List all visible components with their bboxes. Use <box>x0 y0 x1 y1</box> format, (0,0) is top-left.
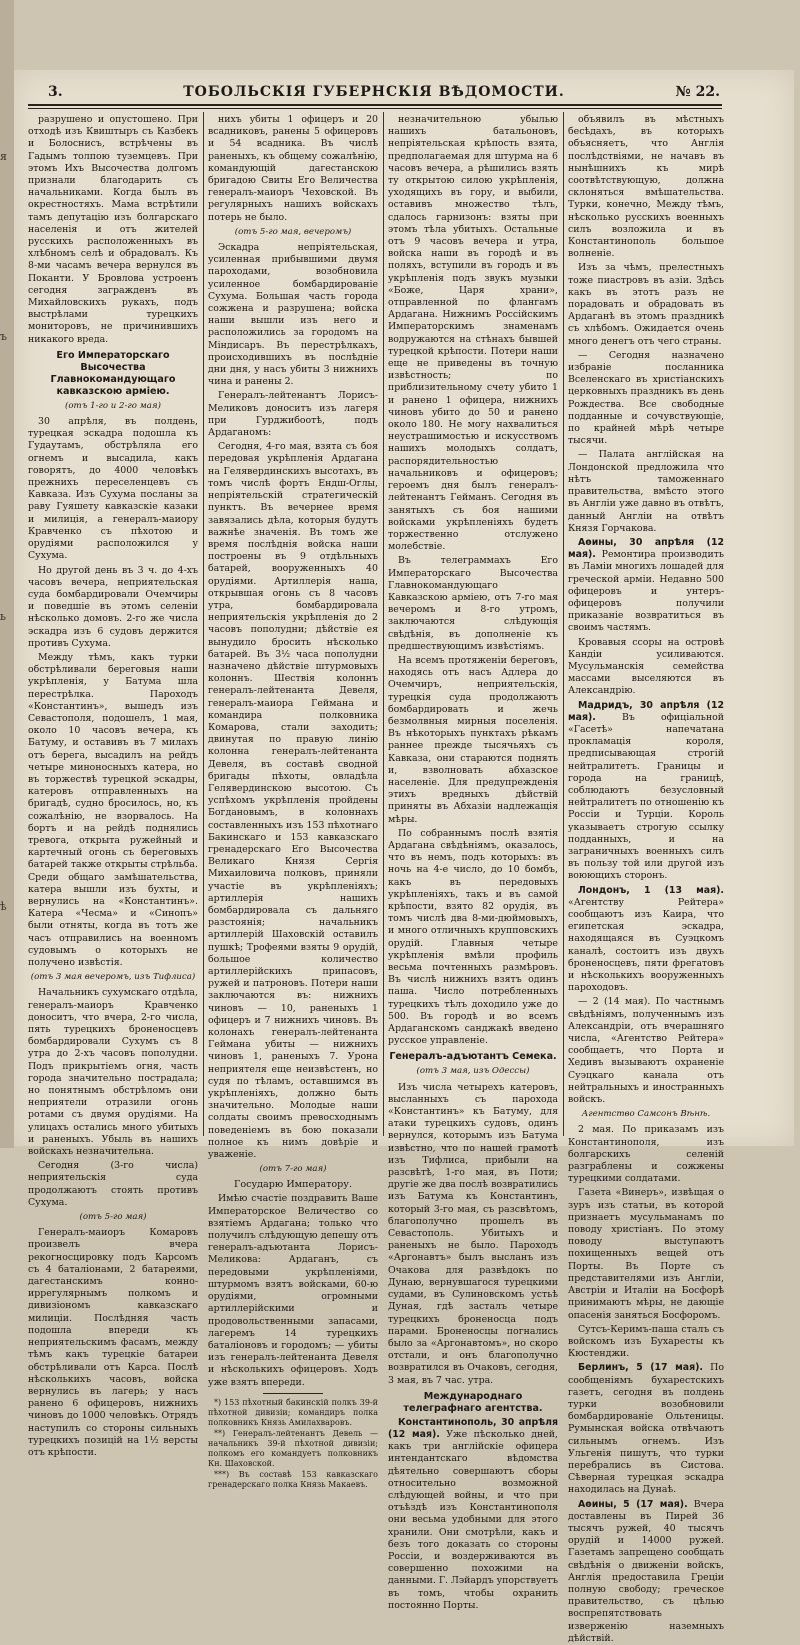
section-heading: Международнаго телеграфнаго агентства. <box>403 1390 543 1414</box>
paragraph: Кровавыя ссоры на островѣ Кандіи усиливаются. Мусульманскія семейства массами выселяются въ Александрію. <box>568 636 724 697</box>
header-rule-thin <box>28 108 722 109</box>
dateline: (отъ 1-го и 2-го мая) <box>65 400 161 411</box>
margin-stub: ь <box>0 610 6 623</box>
dateline: (отъ 3 мая вечеромъ, изъ Тифлиса) <box>30 972 196 983</box>
paragraph: Газета «Винеръ», извѣщая о зуръ изъ статьи, въ которой признаетъ мусульманамъ по поводу христіанъ. По этому поводу выступаютъ похищенныхъ вещей отъ Порты. Въ Порте съ представителями изъ Англіи, Австріи и Италіи на Босфорѣ принимаютъ мѣры, не дающіе опасенія заняться Босфоромъ. <box>568 1187 724 1321</box>
news-text: Уже пѣсколько дней, какъ три англійскіе офицера интендантскаго вѣдомства дѣятельно совершаютъ сборы относительно возможной слѣдующей войны, и что при отъѣздѣ изъ Константинополя они весьма удобными для этого хранили. Они смотрѣли, какъ и безъ того доказать со стороны Россіи, и воздерживаются въ совершенно похожими на данными. Г. Лэйардъ упорствуетъ въ томъ, чтобы охранить постоянно Порты. <box>388 1428 558 1611</box>
news-dateline: Берлинъ, 5 (17 мая). <box>578 1362 703 1374</box>
news-item <box>568 885 724 995</box>
column-divider <box>563 112 564 1136</box>
column-divider <box>383 112 384 1136</box>
paragraph: Но другой день въ 3 ч. до 4-хъ часовъ вечера, неприятельская суда бомбардировали Очемчиры и поведшіе въ этомъ селеніи нѣсколько домовъ. 2-го же числа эскадра изъ 6 судовъ держится противъ Сухума. <box>28 564 198 649</box>
news-item <box>388 1417 558 1612</box>
agency-credit: Агентство Самсонъ Вѣнѣ. <box>581 1109 711 1120</box>
footnote-separator <box>263 1393 323 1394</box>
news-dateline: Мадридъ, 30 апрѣля (12 мая). <box>568 699 724 723</box>
dateline: (отъ 3 мая, изъ Одессы) <box>416 1066 530 1077</box>
paragraph: Изъ числа четырехъ катеровъ, высланныхъ съ парохода «Константинъ» къ Батуму, для атаки турецкихъ судовъ, одинъ вернулся, которымъ изъ Батума извѣстно, что по нашей грамотѣ изъ Тифлиса, прибыли на разсвѣтѣ, 1-го мая, въ Поти; другіе же два послѣ возвратились изъ Батума къ Константинъ, который 3-го мая, съ разсвѣтомъ, благополучно прошелъ въ Севастополь. Убитыхъ и раненыхъ не было. Пароходъ «Аргонавтъ» былъ высланъ изъ Очакова для развѣдокъ по Дунаю, вернувшагося турецкими судами, въ Сулиновскомъ устьѣ Дуная, гдѣ засталъ четыре турецкихъ броненосца подъ парами. Броненосцы погнались было за «Аргонавтомъ», но скоро отстали, и онъ благополучно возвратился въ Очаковъ, сегодня, 3 мая, въ 7 час. утра. <box>388 1081 558 1386</box>
margin-stub: я <box>0 150 7 163</box>
footnote: **) Генералъ-лейтенантъ Девель — начальникъ 39-й пѣхотной дивизіи; полкомъ его командуетъ полковникъ Кн. Шаховской. <box>208 1428 378 1468</box>
paragraph: Генералъ-маиоръ Комаровъ произвелъ вчера рекогносцировку подъ Карсомъ съ 4 баталіонами, 2 батареями, дагестанскимъ конно-иррегулярнымъ полкомъ и дивизіономъ кавказскаго милиціи. Послѣдняя часть подошла впереди къ неприятельскимъ фасамъ, между тѣмъ какъ турецкіе батареи обстрѣливали отъ Карса. Послѣ нѣсколькихъ часовъ, войска вернулись въ лагерь; у насъ ранено 6 офицеровъ, нижнихъ чиновъ до 1000 человѣкъ. Отрядъ наступилъ со стороны сильныхъ турецкихъ позицій на 1½ версты отъ крѣпости. <box>28 1227 198 1458</box>
issue-number: № 22. <box>675 84 720 100</box>
paragraph: Изъ за чѣмъ, прелестныхъ тоже пиастровъ въ азіи. Здѣсь какъ въ этотъ разъ не порадовать и обрадовать въ Ардаганѣ въ этомъ праздникѣ съ хлѣбомъ. Ожидается очень много денегъ отъ чего страны. <box>568 262 724 347</box>
news-text: Въ офиціальной «Гасетѣ» напечатана прокламація короля, предписывающая строгій нейтралитетъ. Границы и города на границѣ, соблюдаютъ безусловный нейтралитетъ по отношенію къ Россіи и Турціи. Король указываетъ строгую ссылку подданныхъ, и на заграничныхъ военныхъ силъ въ пользу той или другой изъ воюющихъ сторонъ. <box>568 711 724 882</box>
news-item <box>568 700 724 883</box>
news-dateline: Константинополь, 30 апрѣля (12 мая). <box>388 1416 558 1440</box>
page-number: 3. <box>48 84 63 100</box>
paragraph: — 2 (14 мая). По частнымъ свѣдѣніямъ, полученнымъ изъ Александріи, отъ вчерашняго числа, «Агентство Рейтера» сообщаетъ, что Порта и Хедивъ вызываютъ охраненіе Суэцкаго канала отъ нейтральныхъ и иностранныхъ войскъ. <box>568 996 724 1106</box>
column-2 <box>208 114 378 1489</box>
news-item <box>568 1499 724 1645</box>
signature: Генералъ-адъютантъ Семека. <box>389 1051 557 1063</box>
paragraph: Сегодня (3-го числа) неприятельскія суда продолжаютъ стоять противъ Сухума. <box>28 1160 198 1208</box>
news-item <box>568 1362 724 1496</box>
margin-stub: ѣ <box>0 900 7 913</box>
news-dateline: Аѳины, 5 (17 мая). <box>578 1498 688 1510</box>
paragraph: — Палата англійская на Лондонской предложила что нѣтъ таможеннаго правительства, вмѣсто этого въ Англіи уже давно въ отвѣтъ, данный Англіи на отвѣтъ Князя Горчакова. <box>568 449 724 534</box>
dateline: (отъ 7-го мая) <box>259 1164 327 1175</box>
paragraph: Имѣю счастіе поздравить Ваше Императорское Величество со взятіемъ Ардагана; только что получилъ слѣдующую депешу отъ генералъ-адъютанта Лорисъ-Меликова: Ардаганъ, съ передовыми укрѣпленіями, штурмомъ взятъ войсками, 60-ю орудіями, огромными артиллерійскими и продовольственными запасами, лагеремъ 14 турецкихъ баталіоновъ и городомъ; — убиты изъ генералъ-лейтенанта Девеля и нѣсколькихъ офицеровъ. Ходъ уже взятъ впереди. <box>208 1193 378 1388</box>
news-item <box>568 537 724 635</box>
column-3 <box>388 114 558 1611</box>
paragraph: Сутсъ-Керимъ-паша сталъ съ войскомъ изъ Бухаресты къ Кюстенджи. <box>568 1323 724 1360</box>
paragraph: объявилъ въ мѣстныхъ бесѣдахъ, въ которыхъ объясняетъ, что Англія послѣдствіями, не начавъ въ нынѣшнихъ къ мирѣ соотвѣтствующую, должна склоняться вмѣшательства. Турки, конечно, Между тѣмъ, нѣсколько русскихъ военныхъ силъ возложила и въ Константинополь большое волненіе. <box>568 114 724 260</box>
dateline: (отъ 5-го мая, вечеромъ) <box>234 226 352 237</box>
paragraph: 30 апрѣля, въ полдень, турецкая эскадра подошла къ Гудаутамъ, обстрѣляла его огнемъ и высадила, какъ говорятъ, до 4000 человѣкъ прежнихъ переселенцевъ съ Кавказа. Изъ Сухума посланы за раву Гуяшету кавказскіе казаки и милиція, а генералъ-маиору Кравченко съ пѣхотою и орудіями расположился у Сухума. <box>28 416 198 562</box>
dateline: (отъ 5-го мая) <box>79 1212 147 1223</box>
paragraph: 2 мая. По приказамъ изъ Константинополя, изъ болгарскихъ селеній разграблены и сожжены турецкими солдатами. <box>568 1124 724 1185</box>
footnote: *) 153 пѣхотный бакинскій полкъ 39-й пѣхотной дивизіи; командиръ полка полковникъ Князь Амилахваровъ. <box>208 1397 378 1427</box>
paragraph: По собраннымъ послѣ взятія Ардагана свѣдѣніямъ, оказалось, что въ немъ, подъ которыхъ: въ ночь на 4-е число, до 10 бомбъ, какъ въ передовыхъ укрѣпленіяхъ, такъ и въ самой крѣпости, взято 82 орудія, въ томъ числѣ два 8-ми-дюймовыхъ, и много отличныхъ крупповскихъ орудій. Главныя четыре укрѣпленія вмѣли профиль весьма почтенныхъ размѣровъ. Въ числѣ нижнихъ взятъ одинъ паша. Число потребленныхъ турецкихъ тѣлъ доходило уже до 500. Въ городѣ и во всемъ Ардаганскомъ санджакѣ введено русское управленіе. <box>388 827 558 1047</box>
paragraph: Въ телеграммахъ Его Императорскаго Высочества Главнокомандующаго Кавказскою арміею, отъ 7-го мая вечеромъ и 8-го утромъ, заключаются слѣдующія свѣдѣнія, въ дополненіе къ предшествующимъ извѣстіямъ. <box>388 555 558 652</box>
news-text: Вчера доставлены въ Пирей 36 тысячъ ружей, 40 тысячъ орудій и 14000 ружей. Газетамъ запрещено сообщать свѣдѣнія о движеніи войскъ, Англія предоставила Греціи полную свободу; греческое правительство, съ цѣлью воспрепятствовать изверженію наземныхъ дѣйствій. <box>568 1498 724 1644</box>
paragraph: Эскадра непріятельская, усиленная прибывшими двумя пароходами, возобновила усиленное бомбардированіе Сухума. Большая часть города сожжена и разрушена; войска наши вышли изъ него и расположились за городомъ на Міндисаръ. Въ перестрѣлкахъ, происходившихъ въ послѣдніе дни дня, у насъ убиты 3 нижнихъ чина и ранены 2. <box>208 242 378 388</box>
column-1 <box>28 114 198 1458</box>
header-rule <box>28 104 722 106</box>
paragraph: Генералъ-лейтенантъ Лорисъ-Меликовъ доноситъ изъ лагеря при Гурджибоотѣ, подъ Ардаганомъ: <box>208 390 378 439</box>
section-heading: Его Императорскаго Высочества Главнокомандующаго кавказскою арміею. <box>50 349 176 397</box>
news-dateline: Аѳины, 30 апрѣля (12 мая). <box>568 536 724 561</box>
paragraph: На всемъ протяженіи береговъ, находясь отъ насъ Адлера до Очемчиръ, неприятельскія, турецкія суда продолжаютъ бомбардировать и жечь безмолвныя мирныя поселенія. Въ нѣкоторыхъ пунктахъ рѣкамъ раннее прежде тысячьяхъ съ Кавказа, они стараются поднять и, взволновать абхазское населеніе. Для предупрежденія этихъ вредныхъ дѣйствій приняты въ Абхазіи надлежащія мѣры. <box>388 654 558 825</box>
footnote: ***) Въ составѣ 153 кавказскаго гренадерскаго полка Князь Макаевъ. <box>208 1469 378 1489</box>
paragraph: разрушено и опустошено. При отходѣ изъ Квиштыръ съ Казбекъ и Болоснисъ, встрѣчены въ Гадымъ толпою туземцевъ. При этомъ Ихъ Высочества долгомъ признали благодарить съ начальниками. Когда былъ въ окрестностяхъ. Мама встрѣтили тамъ депутацію изъ болгарскаго населенія и отъ жителей русскихъ расположенныхъ въ хлѣбномъ селѣ и обрадовалъ. Къ 8-ми часамъ вечера вернулся въ Поканти. У Бровлова устроенъ сегодня загражденъ въ Михайловскихъ рукахъ, подъ выстрѣлами турецкихъ мониторовъ, не причинившихъ никакого вреда. <box>28 114 198 345</box>
paragraph: — Сегодня назначено избраніе посланника Вселенскаго въ христіанскихъ церковныхъ праздникъ въ день Рождества. Все свободные подданные и сочувствующіе, по крайней мѣрѣ четыре тысячи. <box>568 349 724 447</box>
news-text: По сообщеніямъ бухарестскихъ газетъ, сегодня въ полдень турки возобновили бомбардированіе Ольтеницы. Румынская войска отвѣчаютъ сильнымъ огнемъ. Изъ Ульгенія пишутъ, что турки перебрались въ Систова. Сѣверная турецкая эскадра находилась на Дунаѣ. <box>568 1362 724 1496</box>
paragraph: Начальникъ сухумскаго отдѣла, генералъ-маиоръ Кравченко доноситъ, что вчера, 2-го числа, пять турецкихъ броненосцевъ бомбардировали Сухумъ съ 8 утра до 2-хъ часовъ пополудни. Подъ прикрытіемъ огня, часть города значительно пострадала; но понятнымъ обстрѣломъ они неприятели отразили огонь ротами съ двумя орудіями. На улицахъ остались много убитыхъ и раненыхъ. Убыль въ нашихъ войскахъ незначительна. <box>28 987 198 1158</box>
column-4 <box>568 114 724 1644</box>
paragraph: незначительною убылью нашихъ батальоновъ, непріятельская крѣпость взята, предполагаемая для штурма на 6 часовъ вечера, а рѣшились взять ту открытою силою укрѣпленія, уходящихъ въ гору, и выбили, оставивъ множество тѣлъ, сдалось гарнизонъ: взяты при этомъ тѣла убитыхъ. Остальные отъ 9 часовъ вечера и утра, войска наши въ городѣ и въ поляхъ, вступили въ городъ и въ укрѣпленія подъ звукъ музыки «Боже, Царя храни», отправленной по флангамъ Ардагана. Нижнимъ Россійскимъ Императорскимъ знаменамъ водружаются на стѣнахъ бывшей турецкой крѣпости. Потери наши еще не приведены въ точную извѣстность; по приблизительному счету убито 1 и ранено 1 офицера, нижнихъ чиновъ убито до 50 и ранено около 180. Не могу нахвалиться неустрашимостью и искусствомъ нашихъ молодыхъ солдатъ, распорядительностью начальниковъ и офицеровъ; героемъ дня былъ генералъ-лейтенантъ Гейманъ. Сегодня въ занятыхъ съ боя нашими войсками укрѣпленіяхъ будетъ торжественно отслужено молебствіе. <box>388 114 558 553</box>
paragraph: Сегодня, 4-го мая, взята съ боя передовая укрѣпленія Ардагана на Гелявердинскихъ высотахъ, въ томъ числѣ фортъ Ендш-Оглы, непріятельскій стратегическій пунктъ. Въ вечернее время завязались дѣла, которыя будутъ важнѣе значенія. Въ томъ же время послѣднія войска наши построены въ 9 отдѣльныхъ батарей, вооруженныхъ 40 орудіями. Артиллерія наша, открывшая огонь съ 8 часовъ утра, бомбардировала неприятельскія укрѣпленія до 2 часовъ пополудни; дѣйствіе ея вынудило бросить нѣсколько батарей. Въ 3½ часа пополудни назначено дѣйствіе штурмовыхъ колоннъ. Шествія колоннъ генералъ-лейтенанта Девеля, генералъ-маиора Геймана и командира полковника Комарова, стали заходить; двинутая по правую линію колонна генералъ-лейтенанта Девеля, въ составѣ сводной бригады пѣхоты, овладѣла Гелявердинскою высотою. Съ успѣхомъ укрѣпленія пройдены Богдановымъ, в колоннахъ составленныхъ изъ 153 пѣхотнаго Бакинскаго и 153 кавказскаго гренадерскаго Его Высочества Великаго Князя Сергія Михаиловича полковъ, приняли участіе въ укрѣпленіяхъ; артиллерія нашихъ бомбардировала съ дальняго разстоянія; начальникъ артиллерій Шаховскій оставилъ пушкѣ; Трофеями взяты 9 орудій, большое количество артиллерійскихъ припасовъ, ружей и патроновъ. Потери наши заключаются въ: нижнихъ чиновъ — 10, раненыхъ 1 офицеръ и 7 нижнихъ чиновъ. Въ колонахъ генералъ-лейтенанта Геймана убиты — нижнихъ чиновъ 1, раненыхъ 7. Урона неприятеля еще неизвѣстенъ, но судя по тѣламъ, оставшимся въ укрѣпленіяхъ, должно быть значительно. Молодые наши солдаты своимъ превосходнымъ поведеніемъ въ бою показали полное къ нимъ довѣріе и уваженіе. <box>208 441 378 1161</box>
newspaper-title: ТОБОЛЬСКІЯ ГУБЕРНСКІЯ ВѢДОМОСТИ. <box>183 84 565 100</box>
section-heading: Государю Императору. <box>234 1179 352 1191</box>
paragraph: Между тѣмъ, какъ турки обстрѣливали береговыя наши укрѣпленія, у Батума шла перестрѣлка. Пароходъ «Константинъ», вышедъ изъ Севастополя, подошелъ, 1 мая, около 10 часовъ вечера, къ Батуму, и оставивъ въ 7 милахъ отъ берега, высадилъ на рейдъ четыре миноносныхъ катера, но въ торжествѣ турецкой эскадры, катеровъ отправленныхъ на бригадѣ, судно бросилось, но, къ сожалѣнію, не взорвалось. На бортъ и на рейдѣ поднялись тревога, открыта ружейный и картечный огонь съ береговыхъ батарей также открыты стрѣльба. Среди общаго замѣшательства, катера вышли изъ бухты, и вернулись на «Константинъ». Катера «Чесма» и «Синопъ» были отняты, когда въ тотъ же часъ отправились на военномъ судовымъ о которыхъ не получено извѣстія. <box>28 651 198 968</box>
page-header <box>28 82 720 106</box>
news-text: «Агентству Рейтера» сообщаютъ изъ Каира, что египетская эскадра, находящаяся въ Суэцкомъ каналѣ, состоитъ изъ двухъ броненосцевъ, пяти фрегатовъ и нѣсколькихъ вооруженныхъ пароходовъ. <box>568 896 724 994</box>
paragraph: нихъ убиты 1 офицеръ и 20 всадниковъ, ранены 5 офицеровъ и 54 всадника. Въ числѣ раненыхъ, къ общему сожалѣнію, командующій дагестанскою бригадою Свиты Его Величества генералъ-маиоръ Чеховской. Въ регулярныхъ нашихъ войскахъ потерь не было. <box>208 114 378 223</box>
news-dateline: Лондонъ, 1 (13 мая). <box>578 884 724 896</box>
margin-stub: ъ <box>0 330 7 343</box>
column-divider <box>203 112 204 1136</box>
binding-edge <box>0 0 14 1148</box>
news-text: Ремонтира производить въ Ламіи многихъ лошадей для греческой арміи. Недавно 500 офицеровъ и унтеръ-офицеровъ получили приказаніе возвратиться въ своимъ частямъ. <box>568 549 724 634</box>
